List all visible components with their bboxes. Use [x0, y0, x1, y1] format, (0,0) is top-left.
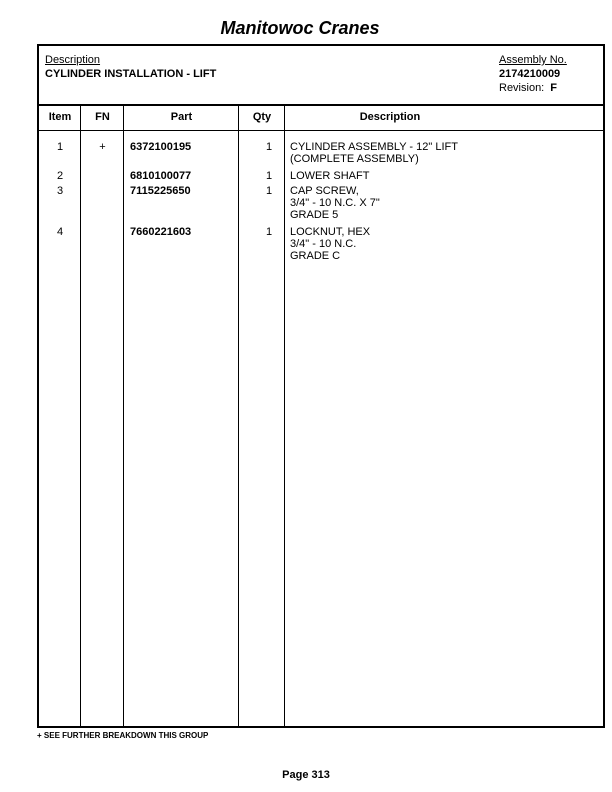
column-header-description: Description	[359, 111, 421, 123]
row-4-part: 7660221603	[130, 226, 192, 238]
row-3-description	[290, 185, 600, 221]
description-line: GRADE C	[290, 250, 341, 262]
row-2-description	[290, 170, 600, 182]
assembly-header	[39, 46, 603, 106]
description-line: 3/4" - 10 N.C.	[290, 238, 357, 250]
revision-label: Revision:	[499, 82, 545, 94]
row-3-qty: 1	[265, 185, 273, 197]
description-line: CAP SCREW,	[290, 185, 359, 197]
row-4-description	[290, 226, 600, 262]
column-divider	[80, 104, 81, 726]
assembly-number: 2174210009	[499, 68, 561, 80]
description-line: GRADE 5	[290, 209, 339, 221]
column-header-item: Item	[48, 111, 72, 123]
page-number: Page 313	[282, 769, 330, 781]
row-3-part: 7115225650	[130, 185, 191, 197]
footnote: + SEE FURTHER BREAKDOWN THIS GROUP	[37, 731, 209, 740]
column-divider	[123, 104, 124, 726]
description-line: LOCKNUT, HEX	[290, 226, 371, 238]
revision-row	[499, 82, 557, 94]
row-1-part: 6372100195	[130, 141, 192, 153]
column-divider	[284, 104, 285, 726]
company-title: Manitowoc Cranes	[220, 18, 380, 38]
row-2-part: 6810100077	[130, 170, 192, 182]
row-4-item: 4	[56, 226, 64, 238]
description-caption: Description	[45, 54, 101, 66]
row-1-qty: 1	[265, 141, 273, 153]
column-header-fn: FN	[95, 111, 110, 123]
parts-list-frame	[37, 44, 605, 728]
row-2-qty: 1	[265, 170, 273, 182]
description-line: CYLINDER ASSEMBLY - 12" LIFT	[290, 141, 458, 153]
column-divider	[238, 104, 239, 726]
description-line: LOWER SHAFT	[290, 170, 370, 182]
description-line: 3/4" - 10 N.C. X 7"	[290, 197, 380, 209]
row-3-item: 3	[56, 185, 64, 197]
assembly-number-caption: Assembly No.	[499, 54, 567, 66]
column-header-qty: Qty	[252, 111, 272, 123]
assembly-description: CYLINDER INSTALLATION - LIFT	[45, 68, 217, 80]
row-2-item: 2	[56, 170, 64, 182]
row-4-qty: 1	[265, 226, 273, 238]
column-header-part: Part	[170, 111, 193, 123]
row-1-description	[290, 141, 600, 165]
row-1-fn: +	[99, 141, 106, 153]
row-1-item: 1	[56, 141, 64, 153]
revision-value: F	[550, 82, 557, 94]
description-line: (COMPLETE ASSEMBLY)	[290, 153, 419, 165]
